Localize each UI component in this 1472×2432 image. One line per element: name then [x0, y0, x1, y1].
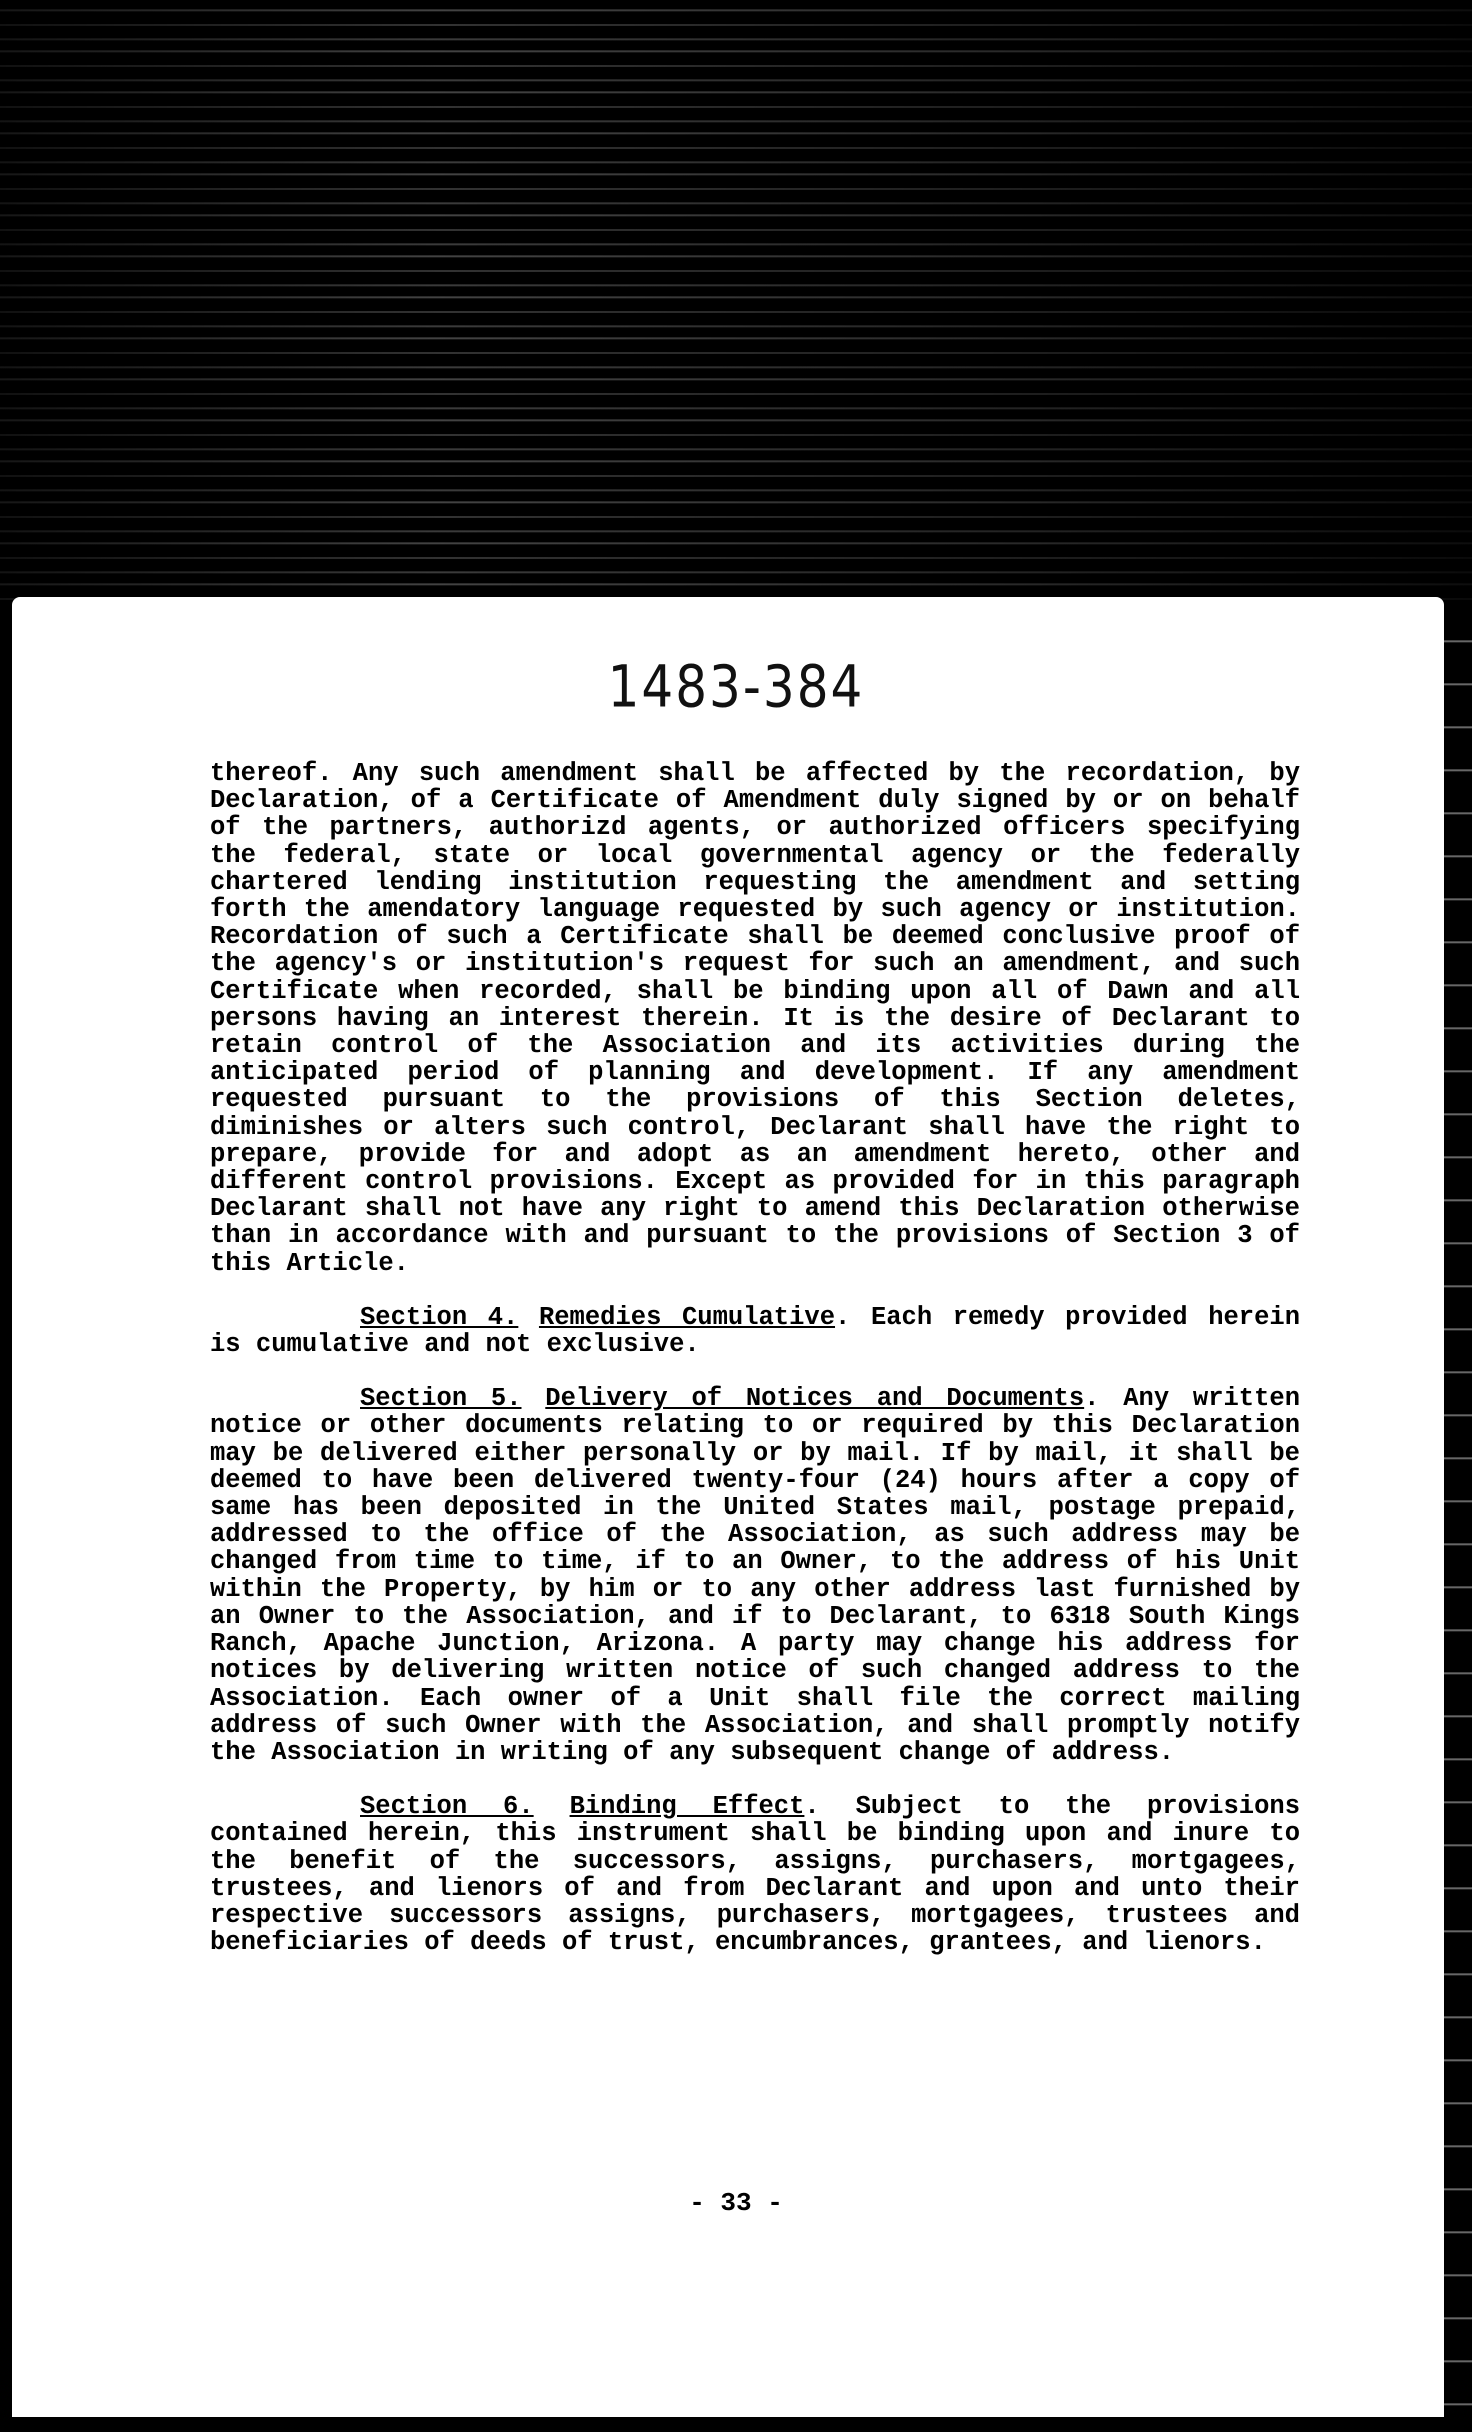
- section-6: Section 6. Binding Effect. Subject to the provisions contained herein, this instrument shall be binding upon and inure to the benefit of the successors, assigns, purchasers, mortgagees, trustees, and lienors of and from Declarant and upon and unto their respective successors assigns, purchasers, mortgagees, trustees and beneficiaries of deeds of trust, encumbrances, grantees, and lienors.: [210, 1792, 1301, 1958]
- document-body: [210, 760, 1300, 1956]
- section-5-body: Any written notice or other documents relating to or required by this Declaration may be delivered either personally or by mail. If by mail, it shall be deemed to have been delivered twenty-four (24) hours after a copy of same has been deposited in the United States mail, postage prepaid, addressed to the office of the Association, as such address may be changed from time to time, if to an Owner, to the address of his Unit within the Property, by him or to any other address last furnished by an Owner to the Association, and if to Declarant, to 6318 South Kings Ranch, Apache Junction, Arizona. A party may change his address for notices by delivering written notice of such changed address to the Association. Each owner of a Unit shall file the correct mailing address of such Owner with the Association, and shall promptly notify the Association in writing of any subsequent change of address.: [210, 1384, 1301, 1767]
- scan-edge-marks: [1444, 600, 1472, 2432]
- paragraph-amendment: thereof. Any such amendment shall be affected by the recordation, by Declaration, of a Certificate of Amendment duly signed by or on behalf of the partners, authorizd agents, or authorized officers specifying the federal, state or local governmental agency or the federally chartered lending institution requesting the amendment and setting forth the amendatory language requested by such agency or institution. Recordation of such a Certificate shall be deemed conclusive proof of the agency's or institution's request for such an amendment, and such Certificate when recorded, shall be binding upon all of Dawn and all persons having an interest therein. It is the desire of Declarant to retain control of the Association and its activities during the anticipated period of planning and development. If any amendment requested pursuant to the provisions of this Section deletes, diminishes or alters such control, Declarant shall have the right to prepare, provide for and adopt as an amendment hereto, other and different control provisions. Except as provided for in this paragraph Declarant shall not have any right to amend this Declaration otherwise than in accordance with and pursuant to the provisions of Section 3 of this Article.: [210, 759, 1300, 1278]
- page-number: - 33 -: [689, 2188, 783, 2218]
- section-4-title: Remedies Cumulative: [538, 1302, 836, 1332]
- section-5-label: Section 5.: [360, 1384, 522, 1414]
- section-4-label: Section 4.: [360, 1302, 519, 1332]
- document-number: 1483-384: [607, 653, 865, 721]
- section-6-label: Section 6.: [360, 1792, 534, 1822]
- section-6-title: Binding Effect: [569, 1792, 805, 1822]
- section-4-body: Each remedy provided herein is cumulative and not exclusive.: [210, 1302, 1301, 1360]
- section-5-title: Delivery of Notices and Documents: [545, 1384, 1085, 1414]
- section-6-body: Subject to the provisions contained herein, this instrument shall be binding upon and inure to the benefit of the successors, assigns, purchasers, mortgagees, trustees, and lienors of and from Declarant and upon and unto their respective successors assigns, purchasers, mortgagees, trustees and beneficiaries of deeds of trust, encumbrances, grantees, and lienors.: [210, 1792, 1301, 1958]
- section-5: Section 5. Delivery of Notices and Documents. Any written notice or other documents relating to or required by this Declaration may be delivered either personally or by mail. If by mail, it shall be deemed to have been delivered twenty-four (24) hours after a copy of same has been deposited in the United States mail, postage prepaid, addressed to the office of the Association, as such address may be changed from time to time, if to an Owner, to the address of his Unit within the Property, by him or to any other address last furnished by an Owner to the Association, and if to Declarant, to 6318 South Kings Ranch, Apache Junction, Arizona. A party may change his address for notices by delivering written notice of such changed address to the Association. Each owner of a Unit shall file the correct mailing address of such Owner with the Association, and shall promptly notify the Association in writing of any subsequent change of address.: [210, 1384, 1301, 1767]
- section-4: Section 4. Remedies Cumulative. Each remedy provided herein is cumulative and not exclusive.: [210, 1302, 1301, 1360]
- scan-noise-shade: [0, 0, 1472, 600]
